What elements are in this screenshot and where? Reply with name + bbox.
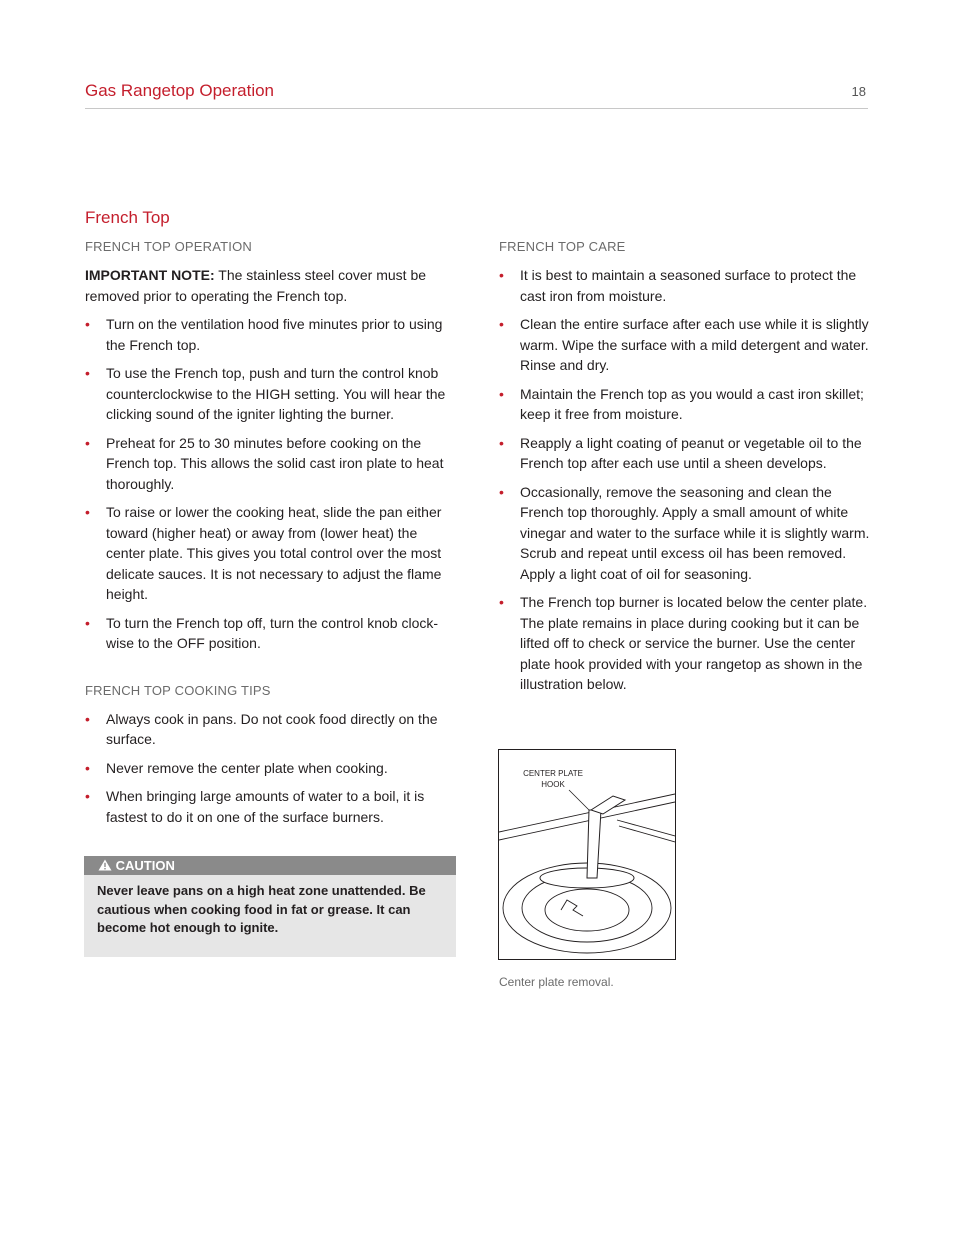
page-number: 18: [851, 84, 866, 99]
list-item-text: The French top burner is located below the center plate. The plate remains in place during cooking but it can be lifted off to check or service the burner. Use the center plate hook provided with your rangetop as shown in the illustration below.: [520, 594, 868, 692]
list-item: [85, 502, 460, 605]
list-item-text: Clean the entire surface after each use while it is slightly warm. Wipe the surface with a mild detergent and water. Rinse and dry.: [520, 316, 869, 373]
bullet-icon: •: [85, 504, 90, 520]
list-item: [85, 613, 460, 654]
list-item: [499, 482, 875, 585]
caution-box: [84, 856, 456, 957]
bullet-icon: •: [499, 434, 504, 451]
bullet-icon: •: [85, 788, 90, 804]
list-item-text: To turn the French top off, turn the control knob clock-wise to the OFF position.: [106, 614, 439, 651]
important-text: The stainless steel cover must be removed prior to operating the French top.: [85, 267, 427, 304]
section-title: French Top: [85, 208, 170, 227]
tips-list: [85, 709, 460, 828]
list-item: [85, 786, 460, 827]
caution-text: Never leave pans on a high heat zone unattended. Be cautious when cooking food in fat or grease. It can become hot enough to ignite.: [97, 883, 426, 935]
list-item-text: Preheat for 25 to 30 minutes before cooking on the French top. This allows the solid cast iron plate to heat thoroughly.: [106, 434, 444, 492]
care-heading: FRENCH TOP CARE: [499, 239, 626, 254]
caution-header: [84, 856, 456, 875]
bullet-icon: •: [85, 316, 90, 332]
important-note: [85, 265, 460, 306]
list-item-text: Never remove the center plate when cooking.: [106, 759, 388, 776]
list-item: [499, 265, 875, 306]
list-item-text: To raise or lower the cooking heat, slide the pan either toward (higher heat) or away from (lower heat) the center plate. This gives you total control over the most delicate sauces. It is not necessary to adjust the flame height.: [106, 504, 442, 602]
bullet-icon: •: [499, 316, 504, 332]
figure-label-line1: CENTER PLATE: [523, 769, 583, 778]
left-column: [85, 238, 460, 835]
list-item-text: Always cook in pans. Do not cook food directly on the surface.: [106, 710, 438, 747]
important-label: IMPORTANT NOTE:: [85, 267, 215, 283]
list-item-text: It is best to maintain a seasoned surface to protect the cast iron from moisture.: [520, 267, 857, 304]
tips-heading: FRENCH TOP COOKING TIPS: [85, 682, 271, 698]
list-item-text: Occasionally, remove the seasoning and clean the French top thoroughly. Apply a small amount of white vinegar and water to the surface while it is slightly warm. Scrub and repeat until excess oil has been removed. Apply a light coat of oil for seasoning.: [520, 483, 870, 582]
list-item: [499, 433, 875, 474]
center-plate-illustration: [498, 749, 676, 960]
list-item-text: To use the French top, push and turn the control knob counterclockwise to the HIGH setting. You will hear the clicking sound of the igniter lighting the burner.: [106, 365, 446, 422]
list-item: [85, 363, 460, 425]
bullet-icon: •: [85, 759, 90, 776]
list-item-text: Reapply a light coating of peanut or vegetable oil to the French top after each use until a sheen develops.: [520, 434, 862, 471]
bullet-icon: •: [499, 267, 504, 283]
rangetop-drawing: [499, 750, 675, 959]
care-list: [499, 265, 875, 695]
list-item: [499, 384, 875, 425]
right-column: [499, 238, 875, 703]
list-item: [499, 314, 875, 376]
operation-heading: FRENCH TOP OPERATION: [85, 239, 253, 254]
bullet-icon: •: [499, 483, 504, 500]
figure-caption: Center plate removal.: [499, 975, 614, 989]
header-title: Gas Rangetop Operation: [85, 81, 275, 100]
page-header: [85, 80, 868, 109]
list-item-text: Maintain the French top as you would a cast iron skillet; keep it free from moisture.: [520, 385, 864, 422]
warning-icon: [98, 859, 112, 871]
bullet-icon: •: [499, 385, 504, 402]
list-item-text: Turn on the ventilation hood five minutes prior to using the French top.: [106, 316, 443, 353]
list-item: [85, 709, 460, 750]
bullet-icon: •: [499, 594, 504, 610]
operation-list: [85, 314, 460, 654]
bullet-icon: •: [85, 434, 90, 451]
caution-label: CAUTION: [115, 858, 175, 873]
list-item: [85, 758, 460, 779]
list-item: [85, 433, 460, 495]
bullet-icon: •: [85, 614, 90, 631]
bullet-icon: •: [85, 365, 90, 381]
list-item: [85, 314, 460, 355]
figure-label-line2: HOOK: [541, 780, 565, 789]
list-item: [499, 592, 875, 695]
list-item-text: When bringing large amounts of water to a boil, it is fastest to do it on one of the surface burners.: [106, 788, 425, 825]
bullet-icon: •: [85, 710, 90, 727]
